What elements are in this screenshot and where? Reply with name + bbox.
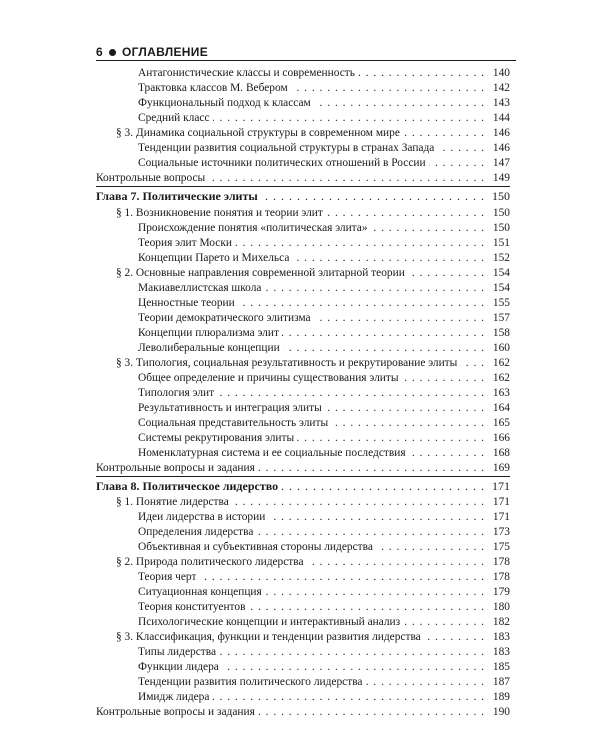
toc-entry-page: 178 [492, 556, 510, 568]
toc-entry-title: Теория конституентов [138, 601, 246, 613]
toc-entry-title: Социальные источники политических отношений в России [138, 157, 426, 169]
toc-entry-page: 151 [492, 236, 510, 249]
toc-entry[interactable] [96, 660, 510, 675]
toc-entry[interactable] [96, 570, 510, 585]
toc-entry-title: Трактовка классов М. Вебером [138, 82, 288, 94]
dot-leader [409, 446, 485, 461]
bullet-dot-icon [109, 49, 116, 56]
toc-chapter-entry[interactable] [96, 476, 510, 496]
dot-leader [222, 660, 485, 675]
toc-entry-page: 175 [492, 541, 510, 553]
toc-entry-page: 182 [492, 616, 510, 628]
toc-entry-page: 187 [492, 676, 510, 688]
toc-entry-page: 183 [492, 631, 510, 643]
toc-entry-title: Происхождение понятия «политическая элита» [138, 221, 368, 234]
toc-entry-page: 155 [492, 296, 510, 309]
toc-entry-page: 173 [492, 526, 510, 538]
toc-entry-title: Концепции плюрализма элит [138, 326, 279, 339]
toc-entry[interactable] [96, 251, 510, 266]
dot-leader [212, 690, 485, 705]
toc-entry-page: 189 [492, 691, 510, 703]
dot-leader [326, 206, 485, 221]
toc-entry-title: § 3. Классификация, функции и тенденции развития лидерства [116, 631, 421, 643]
dot-leader [460, 356, 485, 371]
dot-leader [258, 461, 485, 476]
toc-entry[interactable] [96, 416, 510, 431]
toc-entry[interactable] [96, 206, 510, 221]
dot-leader [258, 705, 485, 720]
dot-leader [325, 401, 485, 416]
dot-leader [376, 540, 485, 555]
toc-entry-page: 163 [492, 386, 510, 399]
toc-entry-page: 150 [492, 206, 510, 219]
dot-leader [429, 156, 485, 171]
dot-leader [248, 600, 485, 615]
toc-entry-title: Контрольные вопросы и задания [96, 706, 255, 718]
dot-leader [314, 311, 485, 326]
toc-entry-page: 149 [492, 172, 510, 184]
toc-entry[interactable] [96, 281, 510, 296]
dot-leader [424, 630, 485, 645]
toc-entry-page: 150 [492, 221, 510, 234]
toc-entry-title: Типы лидерства [138, 646, 217, 658]
dot-leader [264, 281, 485, 296]
toc-entry[interactable] [96, 341, 510, 356]
toc-entry-title: Тенденции развития политического лидерства [138, 676, 363, 688]
toc-entry[interactable] [96, 525, 510, 540]
toc-entry-title: § 1. Возникновение понятия и теории элит [116, 206, 323, 219]
dot-leader [437, 141, 485, 156]
toc-entry-page: 178 [492, 571, 510, 583]
toc-entry-page: 165 [492, 416, 510, 429]
toc-entry-title: Контрольные вопросы [96, 172, 206, 184]
dot-leader [283, 341, 485, 356]
toc-entry-title: Системы рекрутирования элиты [138, 431, 295, 444]
toc-entry[interactable] [96, 221, 510, 236]
toc-entry-title: Идеи лидерства в истории [138, 511, 266, 523]
toc-entry-page: 164 [492, 401, 510, 414]
toc-entry-page: 171 [492, 478, 510, 493]
toc-entry-page: 166 [492, 431, 510, 444]
toc-entry-page: 162 [492, 371, 510, 384]
toc-entry-page: 150 [492, 189, 510, 203]
dot-leader [297, 431, 485, 446]
toc-entry[interactable] [96, 266, 510, 281]
dot-leader [401, 371, 485, 386]
dot-leader [371, 221, 485, 236]
dot-leader [265, 585, 485, 600]
toc-entry-page: 143 [492, 97, 510, 109]
toc-entry[interactable] [96, 675, 510, 690]
table-of-contents [96, 66, 510, 720]
toc-entry-page: 157 [492, 311, 510, 324]
toc-entry-page: 147 [492, 157, 510, 169]
running-header [96, 42, 516, 62]
toc-entry-title: Теория элит Моски [138, 236, 232, 249]
dot-leader [408, 266, 485, 281]
toc-entry-title: Антагонистические классы и современность [138, 67, 355, 79]
toc-entry[interactable] [96, 645, 510, 660]
toc-entry-title: Глава 8. Политическое лидерство [96, 478, 279, 493]
toc-entry-page: 171 [492, 511, 510, 523]
toc-entry[interactable] [96, 401, 510, 416]
dot-leader [199, 570, 485, 585]
toc-entry[interactable] [96, 585, 510, 600]
toc-entry-title: Социальная представительность элиты [138, 416, 329, 429]
toc-entry-title: Типология элит [138, 386, 215, 399]
toc-entry-page: 154 [492, 266, 510, 279]
toc-entry-title: Контрольные вопросы и задания [96, 461, 255, 474]
toc-entry-page: 154 [492, 281, 510, 294]
toc-entry-page: 146 [492, 142, 510, 154]
toc-entry[interactable] [96, 126, 510, 141]
dot-leader [314, 96, 485, 111]
toc-entry[interactable] [96, 630, 510, 645]
toc-entry-title: Ценностные теории [138, 296, 235, 309]
toc-entry[interactable] [96, 540, 510, 555]
toc-entry-title: Общее определение и причины существования элиты [138, 371, 399, 384]
dot-leader [292, 251, 485, 266]
toc-entry-page: 146 [492, 127, 510, 139]
dot-leader [235, 236, 485, 251]
dot-leader [366, 675, 486, 690]
page-number: 6 [96, 45, 103, 59]
toc-entry[interactable] [96, 446, 510, 461]
toc-entry[interactable] [96, 431, 510, 446]
dot-leader [256, 525, 485, 540]
dot-leader [238, 296, 485, 311]
toc-entry-title: Психологические концепции и интерактивный анализ [138, 616, 401, 628]
toc-entry[interactable] [96, 81, 510, 96]
dot-leader [213, 111, 485, 126]
toc-entry-page: 183 [492, 646, 510, 658]
toc-entry-page: 169 [492, 461, 510, 474]
toc-entry-page: 162 [492, 356, 510, 369]
toc-entry[interactable] [96, 386, 510, 401]
toc-entry-title: § 2. Основные направления современной элитарной теории [116, 266, 405, 279]
toc-entry-page: 168 [492, 446, 510, 459]
toc-entry[interactable] [96, 236, 510, 251]
toc-entry-page: 171 [492, 496, 510, 508]
dot-leader [291, 81, 485, 96]
toc-entry[interactable] [96, 615, 510, 630]
toc-entry-title: Концепции Парето и Михельса [138, 251, 290, 264]
toc-entry[interactable] [96, 141, 510, 156]
toc-entry-page: 160 [492, 341, 510, 354]
toc-entry[interactable] [96, 96, 510, 111]
dot-leader [403, 615, 485, 630]
dot-leader [232, 495, 485, 510]
toc-entry[interactable] [96, 311, 510, 326]
toc-entry-title: § 2. Природа политического лидерства [116, 556, 304, 568]
toc-entry-title: Функции лидера [138, 661, 219, 673]
toc-entry-page: 142 [492, 82, 510, 94]
toc-entry-page: 140 [492, 67, 510, 79]
dot-leader [208, 171, 485, 186]
toc-entry-title: Имидж лидера [138, 691, 210, 703]
toc-entry-title: Определения лидерства [138, 526, 254, 538]
toc-entry-title: Ситуационная концепция [138, 586, 262, 598]
toc-entry[interactable] [96, 600, 510, 615]
toc-entry-page: 144 [492, 112, 510, 124]
toc-entry[interactable] [96, 705, 510, 720]
dot-leader [261, 191, 485, 206]
toc-entry-page: 185 [492, 661, 510, 673]
dot-leader [219, 645, 485, 660]
toc-entry-title: Теория черт [138, 571, 197, 583]
toc-entry-title: Номенклатурная система и ее социальные последствия [138, 446, 406, 459]
running-title: ОГЛАВЛЕНИЕ [121, 45, 208, 59]
toc-entry[interactable] [96, 461, 510, 476]
toc-entry-title: Глава 7. Политические элиты [96, 189, 258, 203]
toc-entry-page: 158 [492, 326, 510, 339]
toc-entry-title: § 1. Понятие лидерства [116, 496, 229, 508]
toc-entry[interactable] [96, 326, 510, 341]
toc-entry-title: Функциональный подход к классам [138, 97, 311, 109]
toc-entry[interactable] [96, 296, 510, 311]
toc-entry-title: § 3. Динамика социальной структуры в современном мире [116, 127, 400, 139]
toc-entry[interactable] [96, 555, 510, 570]
toc-entry[interactable] [96, 495, 510, 510]
toc-entry-title: Теории демократического элитизма [138, 311, 311, 324]
toc-entry[interactable] [96, 356, 510, 371]
dot-leader [268, 510, 485, 525]
toc-entry[interactable] [96, 371, 510, 386]
toc-entry-title: Объективная и субъективная стороны лидерства [138, 541, 373, 553]
dot-leader [358, 66, 485, 81]
toc-entry[interactable] [96, 111, 510, 126]
toc-entry[interactable] [96, 171, 510, 186]
toc-entry-page: 179 [492, 586, 510, 598]
dot-leader [281, 480, 485, 495]
toc-entry[interactable] [96, 156, 510, 171]
toc-entry-page: 180 [492, 601, 510, 613]
toc-entry-title: Результативность и интеграция элиты [138, 401, 322, 414]
toc-entry-page: 152 [492, 251, 510, 264]
toc-entry[interactable] [96, 690, 510, 705]
toc-entry-title: Леволиберальные концепции [138, 341, 280, 354]
toc-entry-title: Средний класс [138, 112, 210, 124]
header-rule [96, 60, 516, 61]
dot-leader [217, 386, 485, 401]
dot-leader [331, 416, 485, 431]
dot-leader [307, 555, 485, 570]
toc-entry-page: 190 [492, 706, 510, 718]
toc-entry[interactable] [96, 66, 510, 81]
dot-leader [403, 126, 485, 141]
dot-leader [282, 326, 485, 341]
toc-entry-title: Тенденции развития социальной структуры в странах Запада [138, 142, 435, 154]
toc-chapter-entry[interactable] [96, 186, 510, 206]
toc-entry-title: § 3. Типология, социальная результативность и рекрутирование элиты [116, 356, 458, 369]
toc-entry-title: Макиавеллистская школа [138, 281, 262, 294]
toc-entry[interactable] [96, 510, 510, 525]
